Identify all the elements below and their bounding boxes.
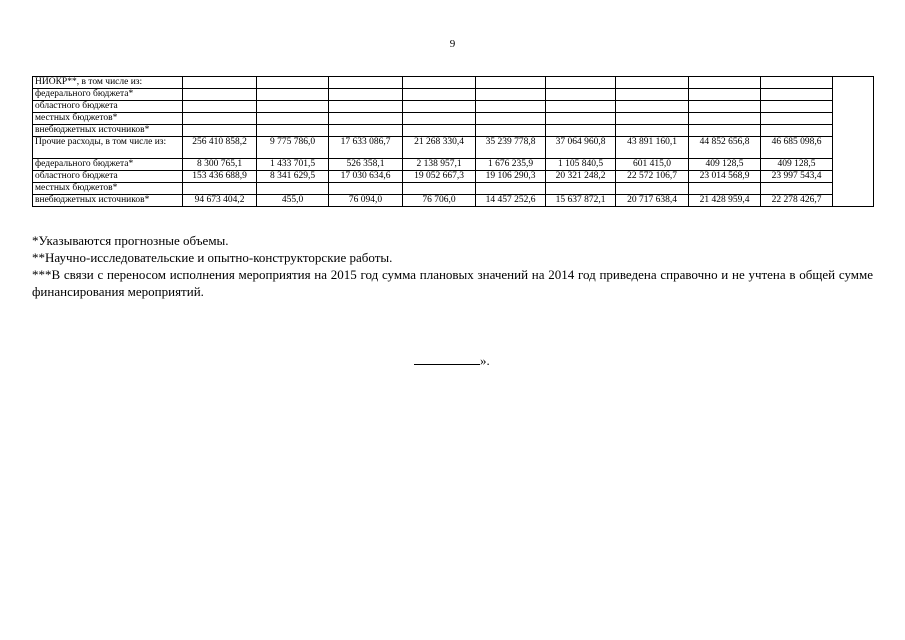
table-cell: 94 673 404,2 — [183, 195, 257, 207]
table-row — [33, 89, 874, 101]
table-cell: 22 572 106,7 — [616, 171, 689, 183]
row-label: внебюджетных источников* — [33, 195, 183, 207]
table-cell — [403, 113, 476, 125]
table-cell: 1 433 701,5 — [257, 159, 329, 171]
table-cell — [476, 183, 546, 195]
table-cell — [403, 77, 476, 89]
table-cell: 2 138 957,1 — [403, 159, 476, 171]
row-label: областного бюджета — [33, 101, 183, 113]
row-label: Прочие расходы, в том числе из: — [33, 137, 183, 159]
table-cell — [476, 113, 546, 125]
table-cell: 256 410 858,2 — [183, 137, 257, 159]
table-row — [33, 183, 874, 195]
page-number: 9 — [449, 38, 456, 50]
row-label: местных бюджетов* — [33, 113, 183, 125]
table-cell — [546, 77, 616, 89]
table-cell: 46 685 098,6 — [761, 137, 833, 159]
table-cell — [183, 89, 257, 101]
table-cell — [689, 77, 761, 89]
table-row — [33, 77, 874, 89]
table-cell: 37 064 960,8 — [546, 137, 616, 159]
table-cell — [689, 183, 761, 195]
table-cell — [546, 113, 616, 125]
table-cell: 43 891 160,1 — [616, 137, 689, 159]
table-cell — [616, 183, 689, 195]
table-cell — [476, 125, 546, 137]
table-cell: 455,0 — [257, 195, 329, 207]
table-cell — [476, 77, 546, 89]
footnotes — [32, 232, 873, 300]
table-cell — [761, 101, 833, 113]
table-cell: 8 341 629,5 — [257, 171, 329, 183]
table-cell — [616, 113, 689, 125]
table-row — [33, 159, 874, 171]
closing-line — [414, 353, 490, 369]
footnote-niokr: **Научно-исследовательские и опытно-конструкторские работы. — [32, 250, 393, 265]
row-label: федерального бюджета* — [33, 159, 183, 171]
table-cell — [403, 125, 476, 137]
financing-table — [32, 76, 874, 207]
table-cell — [546, 125, 616, 137]
table-cell: 22 278 426,7 — [761, 195, 833, 207]
table-cell — [761, 113, 833, 125]
table-cell — [616, 89, 689, 101]
table-cell — [183, 183, 257, 195]
table-extra-column — [833, 77, 874, 207]
table-cell — [546, 101, 616, 113]
table-row — [33, 137, 874, 159]
table-cell — [183, 113, 257, 125]
table-cell — [183, 101, 257, 113]
table-cell — [761, 125, 833, 137]
table-cell — [257, 125, 329, 137]
table-cell: 601 415,0 — [616, 159, 689, 171]
footnote-transfer: ***В связи с переносом исполнения мероприятия на 2015 год сумма плановых значений на 2014 год приведена справочно и не учтена в общей сумме финансирования мероприятий. — [32, 267, 873, 299]
table-cell: 9 775 786,0 — [257, 137, 329, 159]
table-cell — [329, 183, 403, 195]
table-row — [33, 125, 874, 137]
signature-blank-line — [414, 353, 480, 365]
table-cell: 1 105 840,5 — [546, 159, 616, 171]
table-cell: 20 321 248,2 — [546, 171, 616, 183]
table-cell: 19 052 667,3 — [403, 171, 476, 183]
table-cell: 17 633 086,7 — [329, 137, 403, 159]
table-cell — [329, 101, 403, 113]
table-cell: 44 852 656,8 — [689, 137, 761, 159]
table-cell — [257, 89, 329, 101]
table-row — [33, 101, 874, 113]
table-cell — [476, 101, 546, 113]
table-cell — [689, 113, 761, 125]
table-cell: 76 094,0 — [329, 195, 403, 207]
table-cell — [616, 125, 689, 137]
table-cell — [257, 183, 329, 195]
table-cell — [183, 125, 257, 137]
table-cell — [616, 77, 689, 89]
table-cell — [689, 89, 761, 101]
table-cell — [616, 101, 689, 113]
table-cell — [183, 77, 257, 89]
table-row — [33, 171, 874, 183]
table-cell: 76 706,0 — [403, 195, 476, 207]
table-cell — [403, 89, 476, 101]
row-label: местных бюджетов* — [33, 183, 183, 195]
table-cell — [329, 125, 403, 137]
table-cell — [257, 113, 329, 125]
table-cell — [689, 125, 761, 137]
row-label: областного бюджета — [33, 171, 183, 183]
row-label: внебюджетных источников* — [33, 125, 183, 137]
row-label: федерального бюджета* — [33, 89, 183, 101]
table-cell — [546, 183, 616, 195]
table-cell: 409 128,5 — [761, 159, 833, 171]
table-cell — [761, 77, 833, 89]
table-cell: 21 428 959,4 — [689, 195, 761, 207]
table-cell — [403, 183, 476, 195]
table-cell — [689, 101, 761, 113]
table-cell — [761, 89, 833, 101]
table-cell: 19 106 290,3 — [476, 171, 546, 183]
table-cell: 15 637 872,1 — [546, 195, 616, 207]
table-cell — [257, 101, 329, 113]
row-label: НИОКР**, в том числе из: — [33, 77, 183, 89]
table-row — [33, 195, 874, 207]
footnote-forecast: *Указываются прогнозные объемы. — [32, 233, 229, 248]
table-cell — [329, 77, 403, 89]
table-cell — [329, 89, 403, 101]
table-cell — [476, 89, 546, 101]
table-cell: 23 997 543,4 — [761, 171, 833, 183]
table-cell: 35 239 778,8 — [476, 137, 546, 159]
table-cell: 14 457 252,6 — [476, 195, 546, 207]
table-cell: 21 268 330,4 — [403, 137, 476, 159]
table-cell: 17 030 634,6 — [329, 171, 403, 183]
table-cell: 153 436 688,9 — [183, 171, 257, 183]
financing-table-wrapper — [32, 76, 873, 207]
table-row — [33, 113, 874, 125]
table-cell: 526 358,1 — [329, 159, 403, 171]
table-cell: 409 128,5 — [689, 159, 761, 171]
table-cell — [761, 183, 833, 195]
table-cell — [329, 113, 403, 125]
table-cell — [546, 89, 616, 101]
table-cell: 23 014 568,9 — [689, 171, 761, 183]
closing-quote: ». — [480, 353, 490, 368]
table-cell: 1 676 235,9 — [476, 159, 546, 171]
table-cell: 8 300 765,1 — [183, 159, 257, 171]
table-cell — [257, 77, 329, 89]
table-cell — [403, 101, 476, 113]
table-cell: 20 717 638,4 — [616, 195, 689, 207]
